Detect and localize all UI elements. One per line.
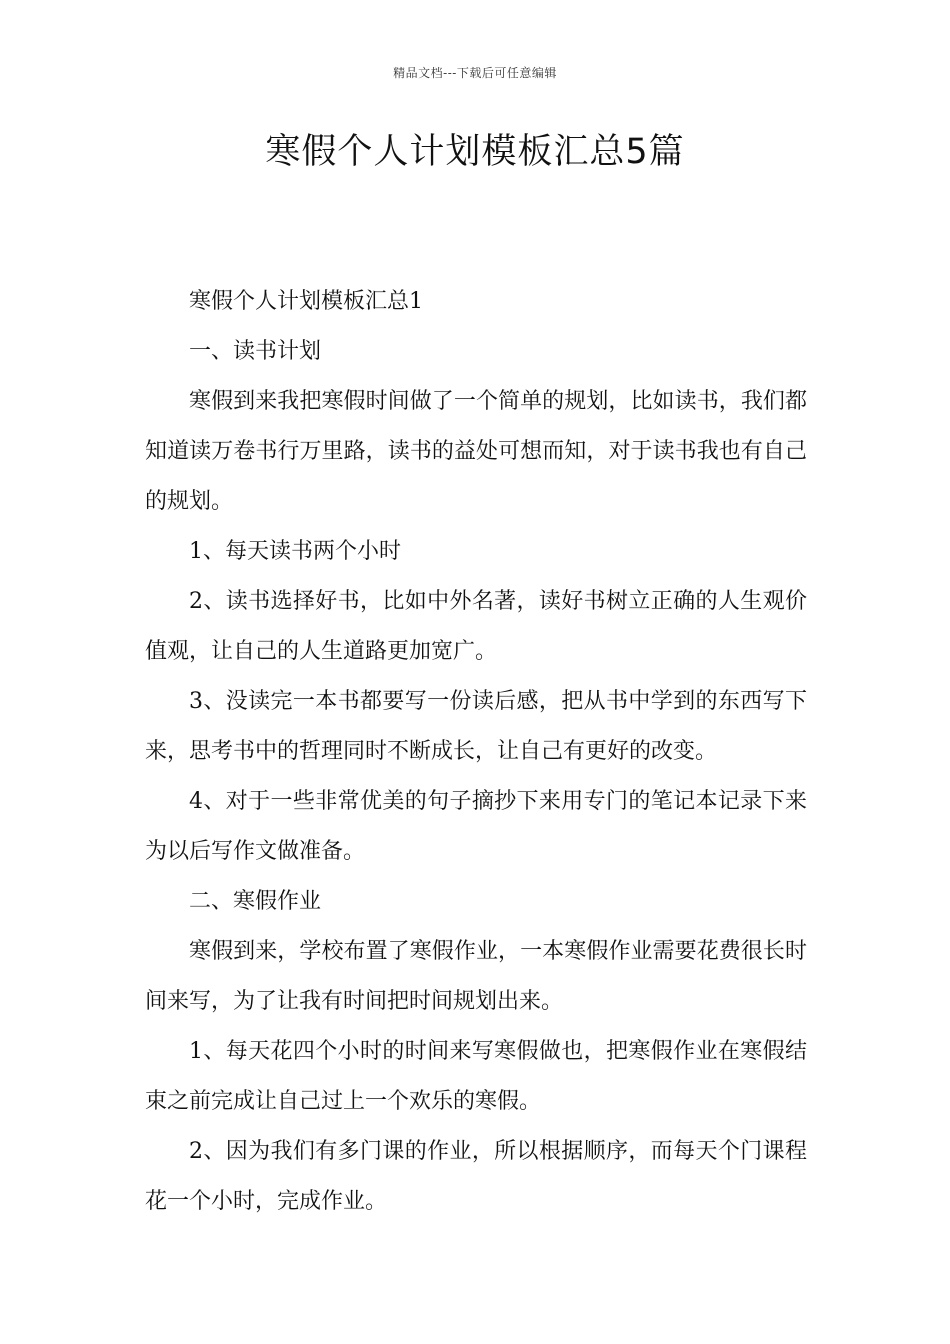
- list-item: 4、对于一些非常优美的句子摘抄下来用专门的笔记本记录下来为以后写作文做准备。: [145, 789, 807, 864]
- section-heading-homework: 二、寒假作业: [189, 889, 322, 914]
- list-item: 2、因为我们有多门课的作业，所以根据顺序，而每天个门课程花一个小时，完成作业。: [145, 1139, 807, 1214]
- section-subtitle: 寒假个人计划模板汇总1: [189, 289, 423, 314]
- section-heading-reading: 一、读书计划: [189, 339, 322, 364]
- paragraph: 寒假到来我把寒假时间做了一个简单的规划，比如读书，我们都知道读万卷书行万里路，读书的益处可想而知，对于读书我也有自己的规划。: [145, 389, 807, 514]
- header-note: 精品文档---下载后可任意编辑: [393, 66, 557, 80]
- list-item: 3、没读完一本书都要写一份读后感，把从书中学到的东西写下来，思考书中的哲理同时不断成长，让自己有更好的改变。: [145, 689, 807, 764]
- list-item: 1、每天花四个小时的时间来写寒假做也，把寒假作业在寒假结束之前完成让自己过上一个欢乐的寒假。: [145, 1039, 807, 1114]
- list-item: 2、读书选择好书，比如中外名著，读好书树立正确的人生观价值观，让自己的人生道路更加宽广。: [145, 589, 807, 664]
- list-item: 1、每天读书两个小时: [189, 539, 401, 564]
- document-title: 寒假个人计划模板汇总5篇: [265, 132, 685, 172]
- document-body: [145, 277, 807, 1227]
- paragraph: 寒假到来，学校布置了寒假作业，一本寒假作业需要花费很长时间来写，为了让我有时间把时间规划出来。: [145, 939, 807, 1014]
